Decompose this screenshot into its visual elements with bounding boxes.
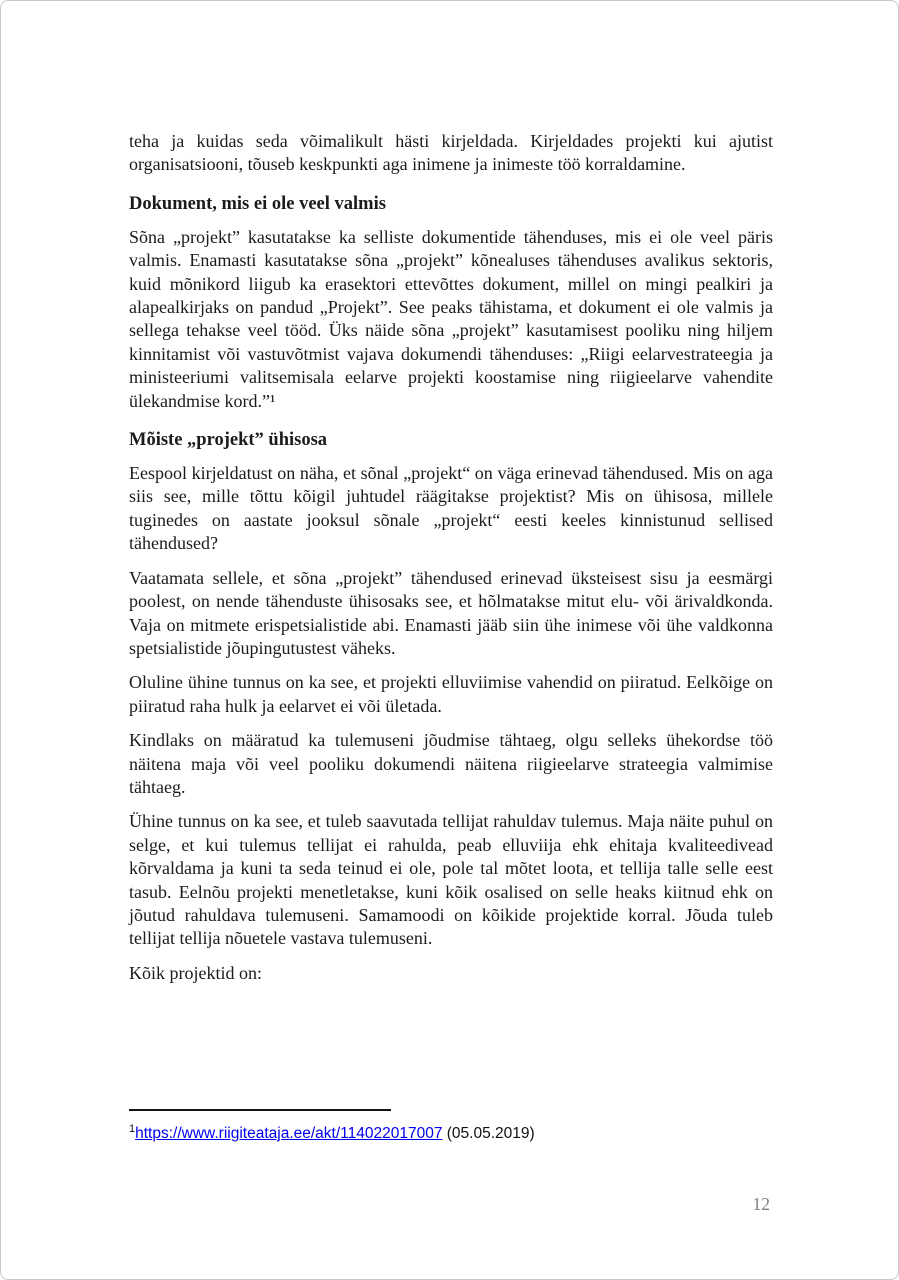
footnote-separator: [129, 1109, 391, 1111]
paragraph-koik-projektid: Kõik projektid on:: [129, 962, 262, 983]
paragraph-kindlaks: Kindlaks on määratud ka tulemuseni jõudmise tähtaeg, olgu selleks ühekordse töö näitena maja või veel pooliku dokumendi näitena riigieelarve strateegia valmimise tähtaeg.: [129, 730, 773, 797]
footnote-link[interactable]: https://www.riigiteataja.ee/akt/114022017007: [135, 1125, 443, 1143]
page-content: [129, 130, 773, 985]
paragraph-uhine: Ühine tunnus on ka see, et tuleb saavutada tellijat rahuldav tulemus. Maja näite puhul on selge, et kui tulemus tellijat ei rahulda, peab elluviija ehk ehitaja kvaliteedivead kõrvaldama ja kuni ta seda teinud ei ole, pole tal mõtet loota, et tellija talle selle eest tasub. Eelnõu projekti menetletakse, kuni kõik osalised on selle heaks kiitnud ehk on jõutud rahuldava tulemuseni. Samamoodi on kõikide projektide korral. Jõuda tuleb tellijat tellija nõuetele vastava tulemuseni.: [129, 811, 773, 949]
paragraph-oluline: Oluline ühine tunnus on ka see, et projekti elluviimise vahendid on piiratud. Eelkõige on piiratud raha hulk ja eelarvet ei või ületada.: [129, 672, 773, 716]
paragraph-vaatamata: Vaatamata sellele, et sõna „projekt” tähendused erinevad üksteisest sisu ja eesmärgi poolest, on nende tähenduste ühisosaks see, et hõlmatakse mitut elu- või ärivaldkonda. Vaja on mitmete erispetsialistide abi. Enamasti jääb siin ühe inimese või ühe valdkonna spetsialistide jõupingutustest väheks.: [129, 567, 773, 658]
paragraph-sona-projekt: Sõna „projekt” kasutatakse ka selliste dokumentide tähenduses, mis ei ole veel päris valmis. Enamasti kasutatakse sõna „projekt” kõnealuses tähenduses avalikus sektoris, kuid mõnikord liigub ka erasektori ettevõttes dokument, millel on mingi pealkiri ja alapealkirjaks on pandud „Projekt”. See peaks tähistama, et dokument ei ole valmis ja sellega tehakse veel tööd. Üks näide sõna „projekt” kasutamisest pooliku ning hiljem kinnitamist või vastuvõtmist vajava dokumendi tähenduses: „Riigi eelarvestrateegia ja ministeeriumi valitsemisala eelarve projekti koostamise ning riigieelarve vahendite ülekandmise kord.”¹: [129, 226, 773, 411]
page-number: 12: [752, 1194, 770, 1214]
paragraph-eespool: Eespool kirjeldatust on näha, et sõnal „projekt“ on väga erinevad tähendused. Mis on aga siis see, mille tõttu kõigil juhtudel räägitakse projektist? Mis on ühisosa, millele tuginedes on aastate jooksul sõnale „projekt“ eesti keeles kinnistunud sellised tähendused?: [129, 463, 773, 554]
footnote-marker: 1: [129, 1123, 136, 1135]
paragraph-intro: teha ja kuidas seda võimalikult hästi kirjeldada. Kirjeldades projekti kui ajutist organisatsiooni, tõuseb keskpunkti aga inimene ja inimeste töö korraldamine.: [129, 131, 773, 175]
section-heading-dokument: Dokument, mis ei ole veel valmis: [129, 193, 386, 214]
footnote-date: (05.05.2019): [442, 1125, 535, 1143]
section-heading-moiste: Mõiste „projekt” ühisosa: [129, 430, 328, 451]
footnote-text: [129, 1119, 773, 1144]
footnote: [129, 1109, 773, 1144]
